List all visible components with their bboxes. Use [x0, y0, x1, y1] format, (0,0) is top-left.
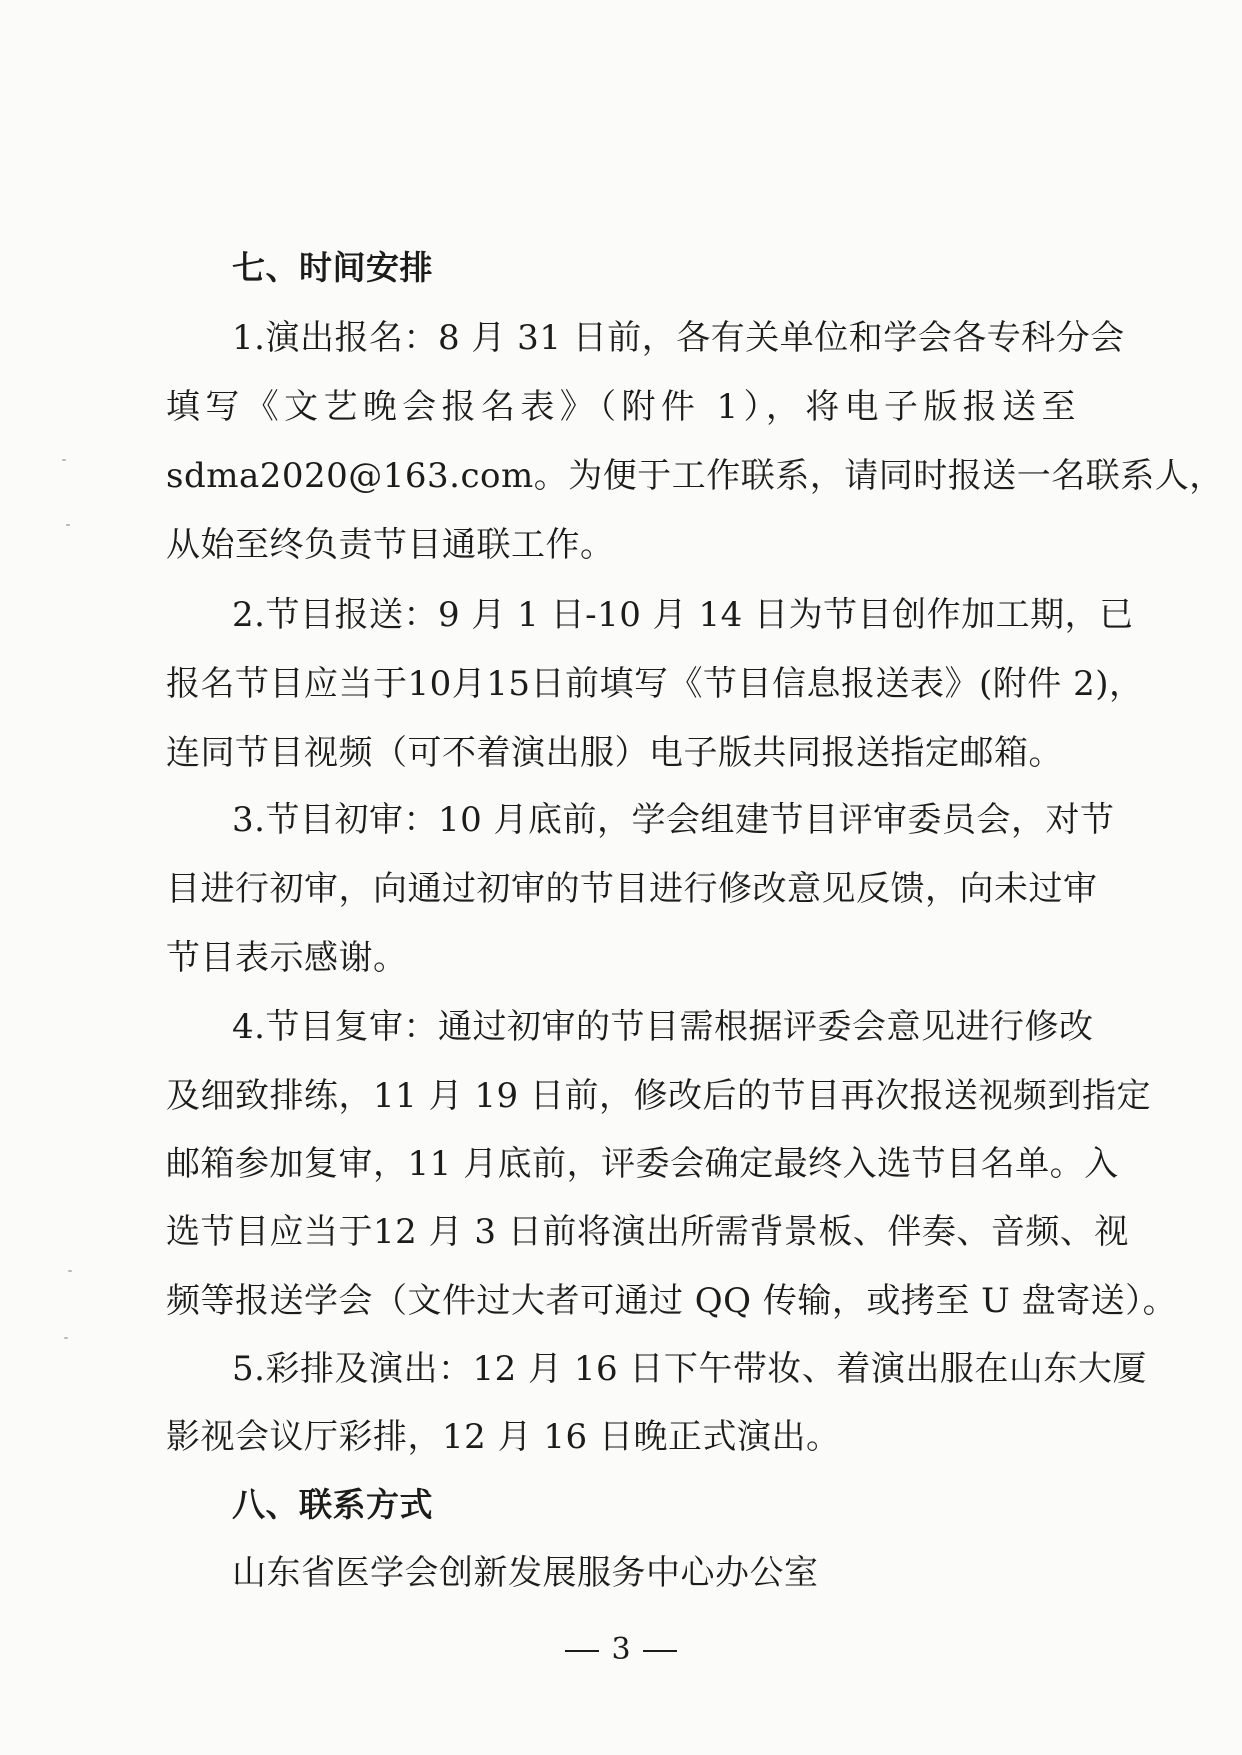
paragraph-line: 影视会议厅彩排，12 月 16 日晚正式演出。 — [166, 1417, 841, 1457]
paragraph-line: 频等报送学会（文件过大者可通过 QQ 传输，或拷至 U 盘寄送）。 — [166, 1281, 1178, 1321]
scan-speck — [66, 524, 70, 526]
paragraph-line: 选节目应当于12 月 3 日前将演出所需背景板、伴奏、音频、视 — [166, 1212, 1129, 1252]
paragraph-line: 目进行初审，向通过初审的节目进行修改意见反馈，向未过审 — [166, 869, 1098, 909]
paragraph-line: 5.彩排及演出：12 月 16 日下午带妆、着演出服在山东大厦 — [232, 1349, 1147, 1389]
section-8-heading: 八、联系方式 — [232, 1485, 433, 1524]
paragraph-line: 邮箱参加复审，11 月底前，评委会确定最终入选节目名单。入 — [166, 1144, 1119, 1184]
paragraph-line: 报名节目应当于10月15日前填写《节目信息报送表》(附件 2)， — [166, 664, 1144, 704]
paragraph-line: 填写《文艺晚会报名表》（附件 1），将电子版报送至 — [166, 387, 1076, 427]
paragraph-line: 连同节目视频（可不着演出服）电子版共同报送指定邮箱。 — [166, 733, 1063, 773]
page-number-value: 3 — [611, 1632, 631, 1667]
paragraph-line: sdma2020@163.com。为便于工作联系，请同时报送一名联系人， — [166, 456, 1224, 496]
paragraph-line: 3.节目初审：10 月底前，学会组建节目评审委员会，对节 — [232, 800, 1115, 840]
page-number-dash-left — [565, 1650, 599, 1652]
scan-speck — [68, 1270, 72, 1272]
page-number-dash-right — [643, 1650, 677, 1652]
scan-speck — [62, 459, 66, 461]
paragraph-line: 从始至终负责节目通联工作。 — [166, 525, 615, 565]
paragraph-line: 1.演出报名：8 月 31 日前，各有关单位和学会各专科分会 — [232, 318, 1125, 358]
paragraph-line: 4.节目复审：通过初审的节目需根据评委会意见进行修改 — [232, 1007, 1094, 1047]
section-7-heading: 七、时间安排 — [232, 248, 433, 287]
paragraph-line: 节目表示感谢。 — [166, 938, 408, 978]
scan-speck — [64, 1337, 68, 1339]
paragraph-line: 2.节目报送：9 月 1 日-10 月 14 日为节目创作加工期，已 — [232, 595, 1134, 635]
page-number — [0, 1632, 1242, 1668]
paragraph-line: 及细致排练，11 月 19 日前，修改后的节目再次报送视频到指定 — [166, 1076, 1151, 1116]
paragraph-line: 山东省医学会创新发展服务中心办公室 — [232, 1553, 819, 1593]
